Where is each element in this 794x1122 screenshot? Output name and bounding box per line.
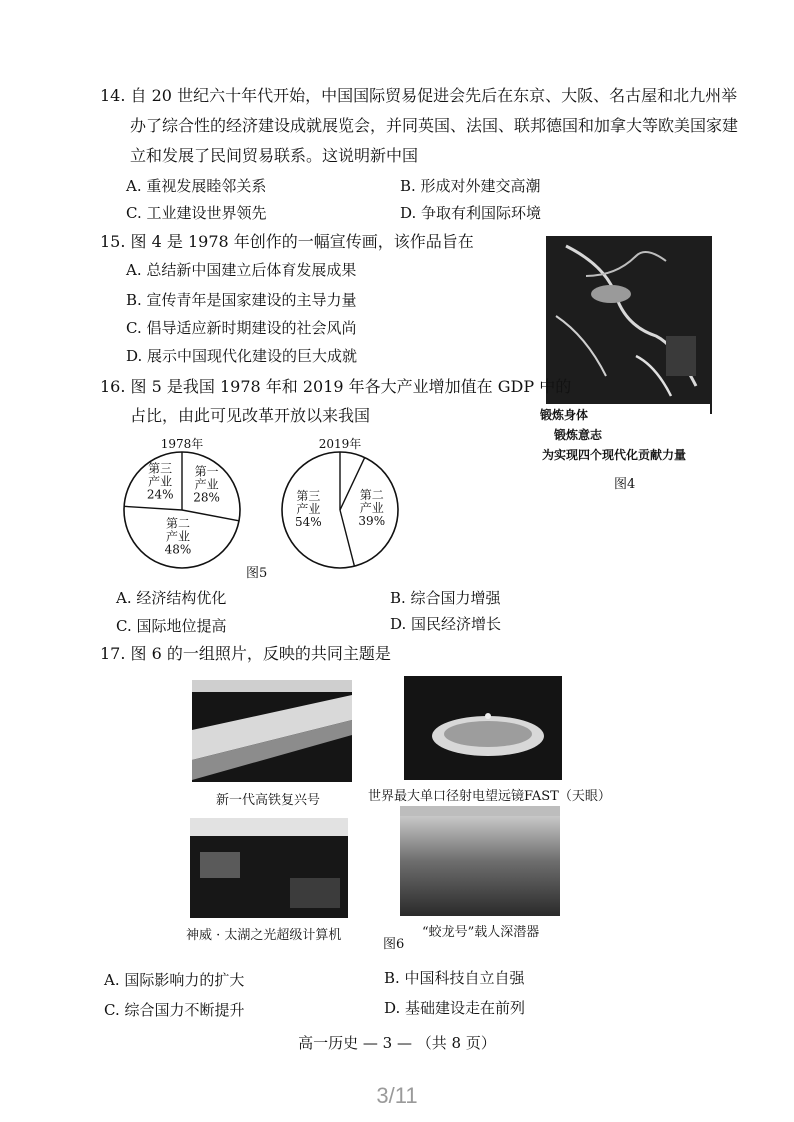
caption-supercomputer: 神威 · 太湖之光超级计算机 (186, 928, 342, 943)
pie-slice-label: 28% (193, 490, 220, 505)
poster-slogan-1: 锻炼身体 (540, 408, 589, 422)
figure-4-label: 图4 (614, 477, 636, 492)
q15-stem: 15. 图 4 是 1978 年创作的一幅宣传画，该作品旨在 (100, 232, 474, 251)
figure-5-pie-charts (110, 430, 410, 580)
q15-option-a: A. 总结新中国建立后体育发展成果 (126, 261, 357, 279)
q16-option-a: A. 经济结构优化 (116, 589, 227, 607)
q16-option-b: B. 综合国力增强 (390, 589, 501, 607)
page-footer: 高一历史 — 3 — （共 8 页） (298, 1034, 496, 1052)
pie-slice-label: 第二 (165, 516, 191, 531)
q14-stem-line1: 14. 自 20 世纪六十年代开始，中国国际贸易促进会先后在东京、大阪、名古屋和北九州举 (100, 86, 738, 105)
q14-option-a: A. 重视发展睦邻关系 (126, 177, 267, 195)
q16-option-c: C. 国际地位提高 (116, 617, 227, 635)
photo-jiaolong-submersible (400, 806, 560, 916)
caption-fast-telescope: 世界最大单口径射电望远镜FAST（天眼） (368, 789, 611, 804)
poster-slogan-3: 为实现四个现代化贡献力量 (542, 448, 687, 462)
pie-slice-label: 产业 (165, 529, 191, 544)
q15-option-c: C. 倡导适应新时期建设的社会风尚 (126, 319, 357, 337)
pie-slice-label: 产业 (194, 477, 219, 492)
q14-option-d: D. 争取有利国际环境 (400, 204, 542, 222)
pie-slice-label: 产业 (296, 501, 321, 516)
pie-slice-label: 39% (358, 514, 386, 529)
q14-option-c: C. 工业建设世界领先 (126, 204, 267, 222)
pie-1978-title: 1978年 (160, 437, 204, 451)
q17-option-c: C. 综合国力不断提升 (104, 1001, 245, 1019)
pie-slice-label: 第三 (296, 488, 321, 503)
photo-fuxing-train-art (192, 680, 352, 782)
pie-1978 (124, 452, 240, 568)
q14-option-b: B. 形成对外建交高潮 (400, 177, 541, 195)
pie-slice-label: 第二 (359, 488, 384, 503)
q17-stem: 17. 图 6 的一组照片，反映的共同主题是 (100, 644, 391, 663)
pie-slice-label: 第三 (148, 461, 173, 476)
q16-stem-line2: 占比，由此可见改革开放以来我国 (130, 406, 371, 425)
photo-fast-telescope (404, 676, 562, 780)
figure-5-label: 图5 (246, 566, 268, 581)
pie-slice-label: 产业 (148, 474, 173, 489)
q17-option-b: B. 中国科技自立自强 (384, 969, 525, 987)
pie-slice-label: 54% (295, 514, 322, 529)
q16-option-d: D. 国民经济增长 (390, 615, 502, 633)
photo-fast-telescope-art (404, 676, 562, 780)
photo-jiaolong-art (400, 806, 560, 916)
pie-2019-title: 2019年 (318, 437, 362, 451)
q15-option-b: B. 宣传青年是国家建设的主导力量 (126, 291, 357, 309)
poster-slogan-2: 锻炼意志 (554, 428, 603, 442)
pie-slice-label: 产业 (359, 501, 384, 516)
q14-stem-line2: 办了综合性的经济建设成就展览会，并同英国、法国、联邦德国和加拿大等欧美国家建 (130, 116, 739, 135)
q16-stem-line1: 16. 图 5 是我国 1978 年和 2019 年各大产业增加值在 GDP 中的 (100, 377, 572, 396)
pie-slice-label: 24% (146, 487, 174, 502)
page-counter: 3/11 (376, 1083, 418, 1108)
figure-6-label: 图6 (383, 937, 405, 952)
q17-option-d: D. 基础建设走在前列 (384, 999, 526, 1017)
pie-slice-label: 48% (164, 542, 192, 557)
photo-fuxing-train (192, 680, 352, 782)
photo-supercomputer (190, 818, 348, 918)
q17-option-a: A. 国际影响力的扩大 (104, 971, 245, 989)
q14-stem-line3: 立和发展了民间贸易联系。这说明新中国 (130, 146, 419, 165)
caption-jiaolong-submersible: “蛟龙号”载人深潜器 (422, 925, 540, 940)
poster-caption-area (540, 404, 710, 464)
q15-option-d: D. 展示中国现代化建设的巨大成就 (126, 347, 358, 365)
pie-slice-label: 第一 (194, 464, 219, 479)
photo-supercomputer-art (190, 818, 348, 918)
caption-fuxing-train: 新一代高铁复兴号 (216, 793, 321, 808)
